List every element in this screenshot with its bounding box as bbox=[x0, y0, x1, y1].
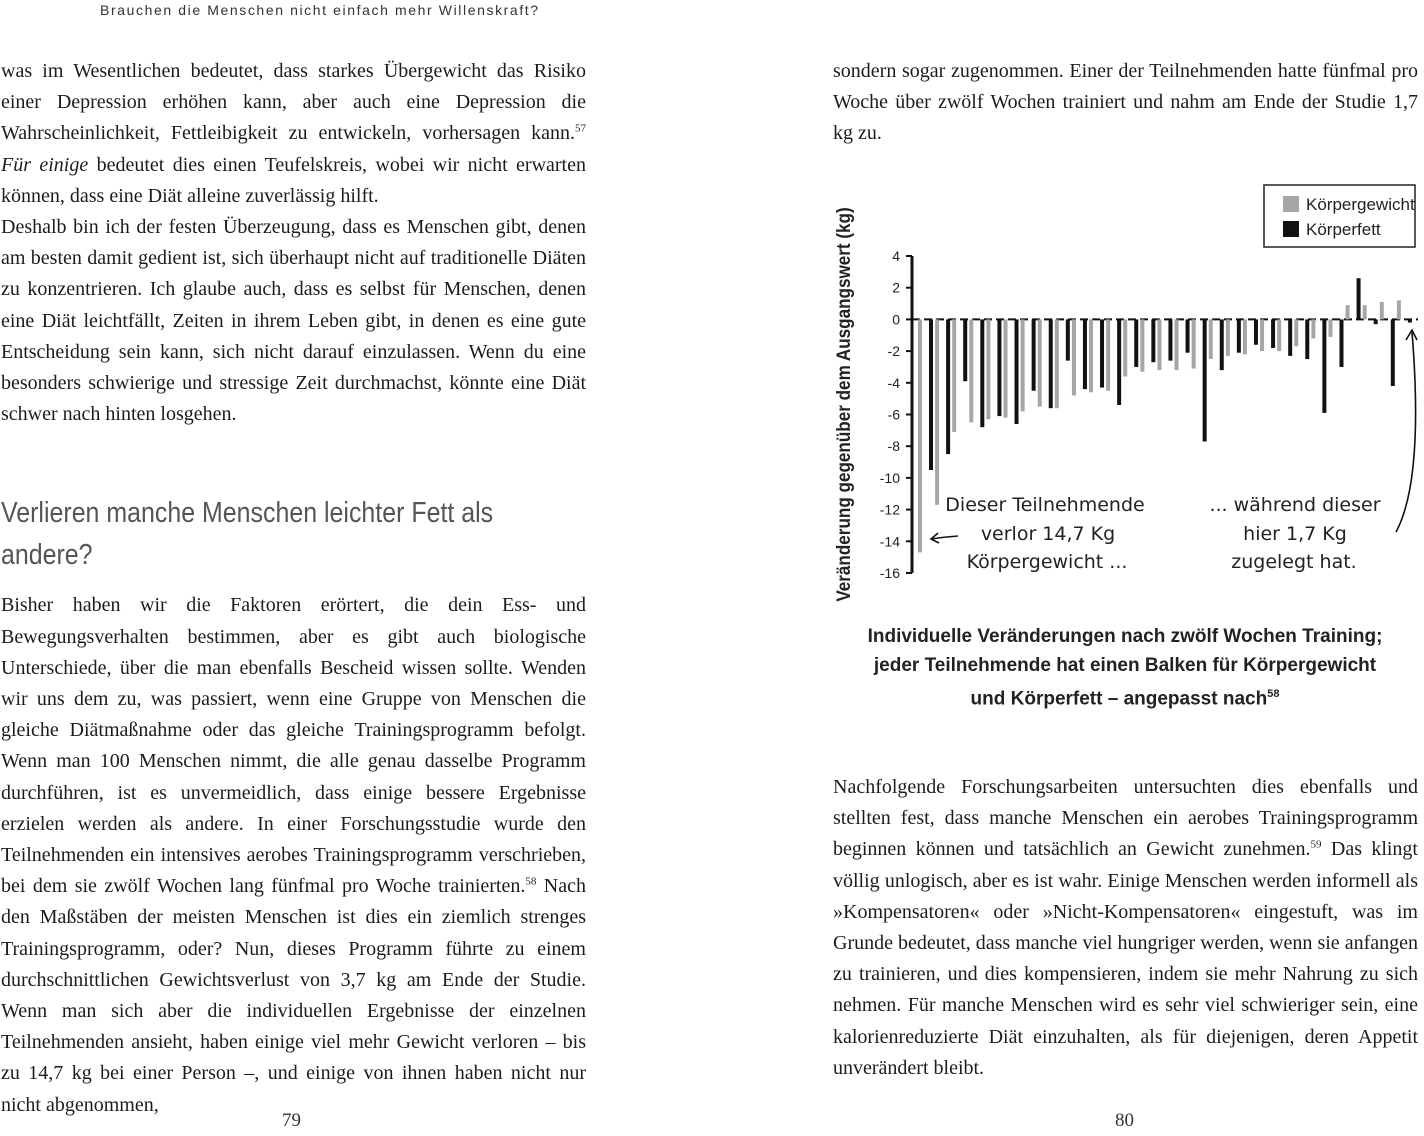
annotation-left-line: Dieser Teilnehmende bbox=[945, 494, 1145, 516]
left-paragraph-1: was im Wesentlichen bedeutet, dass starkes Übergewicht das Risiko einer Depression erhöhen kann, aber auch eine Depression die Wahrscheinlichkeit, Fettleibigkeit zu entwickeln, vorhersagen kann.$^{57}$ Für einige bedeutet dies einen Teufelskreis, wobei wir nicht erwarten können, dass eine Diät alleine zuverlässig hilft. bbox=[1, 60, 586, 207]
y-tick-label: 0 bbox=[892, 311, 900, 328]
caption-line-2: jeder Teilnehmende hat einen Balken für Körpergewicht bbox=[873, 655, 1377, 676]
bodyfat-bar bbox=[1357, 278, 1361, 319]
bodyweight-bar bbox=[1346, 305, 1350, 319]
bodyfat-bar bbox=[1288, 319, 1292, 355]
bodyweight-bar bbox=[1106, 319, 1110, 390]
bodyweight-bar bbox=[1072, 319, 1076, 395]
bodyweight-bar bbox=[969, 319, 973, 422]
bodyweight-bar bbox=[1209, 319, 1213, 359]
bodyfat-bar bbox=[1168, 319, 1172, 360]
bodyfat-bar bbox=[1117, 319, 1121, 405]
right-page-column-top bbox=[833, 56, 1418, 150]
bodyfat-bar bbox=[1237, 319, 1241, 352]
bodyfat-bar bbox=[1305, 319, 1309, 359]
y-tick-label: -6 bbox=[887, 406, 900, 423]
annotation-right-line: ... während dieser bbox=[1209, 494, 1381, 516]
bodyfat-bar bbox=[997, 319, 1001, 416]
y-tick-label: 4 bbox=[892, 248, 900, 264]
bodyweight-bar bbox=[935, 319, 939, 504]
bodyweight-bar bbox=[1260, 319, 1264, 351]
section-heading: Verlieren manche Menschen leichter Fett als andere? bbox=[1, 497, 494, 572]
footnote-ref-59[interactable]: 59 bbox=[1310, 838, 1322, 851]
bodyfat-bar bbox=[1339, 319, 1343, 367]
bodyfat-bar bbox=[946, 319, 950, 454]
bodyfat-bar bbox=[1322, 319, 1326, 413]
y-tick-label: -4 bbox=[887, 374, 900, 391]
bodyweight-bar bbox=[1363, 305, 1367, 319]
bodyfat-bar bbox=[1408, 319, 1412, 322]
y-tick-label: -10 bbox=[879, 469, 900, 486]
chart-caption bbox=[835, 622, 1415, 713]
page-number-left: 79 bbox=[282, 1110, 301, 1131]
bodyweight-bar bbox=[1004, 319, 1008, 417]
y-tick-label: -16 bbox=[879, 565, 900, 581]
bodyfat-bar bbox=[1391, 319, 1395, 386]
y-axis-title: Veränderung gegenüber dem Ausgangswert (kg) bbox=[833, 207, 855, 602]
bodyweight-bar bbox=[952, 319, 956, 432]
footnote-ref-57[interactable]: 57 bbox=[575, 122, 586, 135]
right-paragraph-1: sondern sogar zugenommen. Einer der Teilnehmenden hatte fünfmal pro Woche über zwölf Wochen trainiert und nahm am Ende der Studie 1,7 kg zu. bbox=[833, 60, 1418, 145]
bodyweight-bar bbox=[1157, 319, 1161, 370]
caption-line-1: Individuelle Veränderungen nach zwölf Wochen Training; bbox=[867, 626, 1383, 647]
bodyweight-bar bbox=[1055, 319, 1059, 408]
bodyfat-bar bbox=[1032, 319, 1036, 390]
left-paragraph-2: Deshalb bin ich der festen Überzeugung, dass es Menschen gibt, denen am besten damit gedient ist, sich überhaupt nicht auf traditionelle Diäten zu konzentrieren. Ich glaube auch, dass es selbst für Menschen, denen eine Diät leichtfällt, Zeiten in ihrem Leben gibt, in denen es eine gute Entscheidung sein kann, sich nicht darauf einzulassen. Wenn du eine besonders schwierige und stressige Zeit durchmachst, könnte eine Diät schwer nach hinten losgehen. bbox=[1, 216, 586, 426]
caption-line-3: und Körperfett – angepasst nach$^{58}$ bbox=[970, 688, 1280, 710]
bodyfat-bar bbox=[1100, 319, 1104, 387]
bodyfat-bar bbox=[980, 319, 984, 427]
bodyfat-bar bbox=[1151, 319, 1155, 362]
annotation-right-arrow bbox=[1396, 332, 1416, 532]
caption-footnote-ref[interactable]: 58 bbox=[1267, 688, 1280, 700]
legend-swatch-bodyweight bbox=[1283, 196, 1299, 212]
bodyfat-bar bbox=[963, 319, 967, 381]
section-gap bbox=[1, 430, 586, 470]
legend-label-bodyweight: Körpergewicht bbox=[1306, 195, 1415, 214]
emphasis-text: Für einige bbox=[1, 153, 89, 176]
bodyweight-bar bbox=[1089, 319, 1093, 392]
legend-label-bodyfat: Körperfett bbox=[1306, 220, 1381, 239]
y-tick-label: 2 bbox=[892, 279, 900, 296]
bodyfat-bar bbox=[1374, 319, 1378, 324]
annotation-right-line: zugelegt hat. bbox=[1231, 551, 1357, 573]
page-number-right: 80 bbox=[1115, 1110, 1134, 1131]
bodyweight-bar bbox=[918, 319, 922, 552]
footnote-ref-58[interactable]: 58 bbox=[525, 875, 537, 888]
left-page-column bbox=[1, 56, 586, 1121]
bodyfat-bar bbox=[1186, 319, 1190, 352]
bodyweight-bar bbox=[1226, 319, 1230, 355]
bodyfat-bar bbox=[929, 319, 933, 470]
bodyweight-bar bbox=[1328, 319, 1332, 336]
bodyfat-bar bbox=[1049, 319, 1053, 408]
right-paragraph-2: Nachfolgende Forschungsarbeiten untersuchten dies ebenfalls und stellten fest, dass manche Menschen ein aerobes Trainingsprogramm beginnen können und tatsächlich an Gewicht zunehmen.$^{59}$ Das klingt völlig unlogisch, aber es ist wahr. Einige Menschen werden informell als »Kompensatoren« oder »Nicht-Kompensatoren« eingestuft, was im Grunde bedeutet, dass manche viel hungriger werden, wenn sie anfangen zu trainieren, und dies kompensieren, indem sie mehr Nahrung zu sich nehmen. Für manche Menschen wird es sehr viel schwieriger sein, eine kalorienreduzierte Diät einzuhalten, als für diejenigen, deren Appetit unverändert bleibt. bbox=[833, 776, 1418, 1079]
bodyweight-bar bbox=[1021, 319, 1025, 411]
bodyfat-bar bbox=[1271, 319, 1275, 348]
y-tick-label: -14 bbox=[879, 533, 900, 550]
legend-swatch-bodyfat bbox=[1283, 221, 1299, 237]
bodyfat-bar bbox=[1015, 319, 1019, 424]
bodyweight-bar bbox=[1038, 319, 1042, 406]
bodyweight-bar bbox=[1311, 319, 1315, 338]
left-paragraph-3: Bisher haben wir die Faktoren erörtert, die dein Ess- und Bewegungsverhalten bestimmen, aber es gibt auch biologische Unterschiede, über die man ebenfalls Bescheid wissen sollte. Wenden wir uns dem zu, was passiert, wenn eine Gruppe von Menschen die gleiche Diätmaßnahme oder das gleiche Trainingsprogramm befolgt. Wenn man 100 Menschen nimmt, die alle genau dasselbe Programm durchführen, ist es unvermeidlich, dass einige bessere Ergebnisse erzielen werden als andere. In einer Forschungsstudie wurde den Teilnehmenden ein intensives aerobes Trainingsprogramm verschrieben, bei dem sie zwölf Wochen lang fünfmal pro Woche trainierten.$^{58}$ Nach den Maßstäben der meisten Menschen ist dies ein ziemlich strenges Trainingsprogramm, oder? Nun, dieses Programm führte zu einem durchschnittlichen Gewichtsverlust von 3,7 kg am Ende der Studie. Wenn man sich aber die individuellen Ergebnisse der einzelnen Teilnehmenden ansieht, haben einige viel mehr Gewicht verloren – bis zu 14,7 kg bei einer Person –, und einige von ihnen haben nicht nur nicht abgenommen, bbox=[1, 594, 586, 1116]
annotation-right-line: hier 1,7 Kg bbox=[1243, 523, 1347, 545]
annotation-left-line: verlor 14,7 Kg bbox=[980, 523, 1116, 545]
y-tick-label: -12 bbox=[879, 501, 900, 518]
running-head: Brauchen die Menschen nicht einfach mehr Willenskraft? bbox=[100, 2, 540, 18]
bodyfat-bar bbox=[1134, 319, 1138, 367]
bodyfat-bar bbox=[1254, 319, 1258, 344]
bodyfat-bar bbox=[1083, 319, 1087, 389]
y-tick-label: -8 bbox=[887, 438, 900, 455]
annotation-left-line: Körpergewicht ... bbox=[966, 551, 1128, 573]
bodyweight-bar bbox=[1397, 300, 1401, 319]
bodyweight-bar bbox=[1140, 319, 1144, 371]
bodyweight-bar bbox=[986, 319, 990, 419]
bodyweight-bar bbox=[1380, 302, 1384, 319]
bodyweight-bar bbox=[1123, 319, 1127, 376]
chart-root bbox=[833, 185, 1418, 602]
bodyweight-bar bbox=[1175, 319, 1179, 370]
bodyfat-bar bbox=[1220, 319, 1224, 370]
bar-chart bbox=[828, 180, 1423, 620]
bodyweight-bar bbox=[1243, 319, 1247, 354]
bodyweight-bar bbox=[1277, 319, 1281, 351]
right-page-column-bottom bbox=[833, 772, 1418, 1084]
bodyfat-bar bbox=[1066, 319, 1070, 360]
bodyfat-bar bbox=[1203, 319, 1207, 441]
bodyweight-bar bbox=[1192, 319, 1196, 368]
y-tick-label: -2 bbox=[887, 343, 900, 360]
bodyweight-bar bbox=[1294, 319, 1298, 346]
